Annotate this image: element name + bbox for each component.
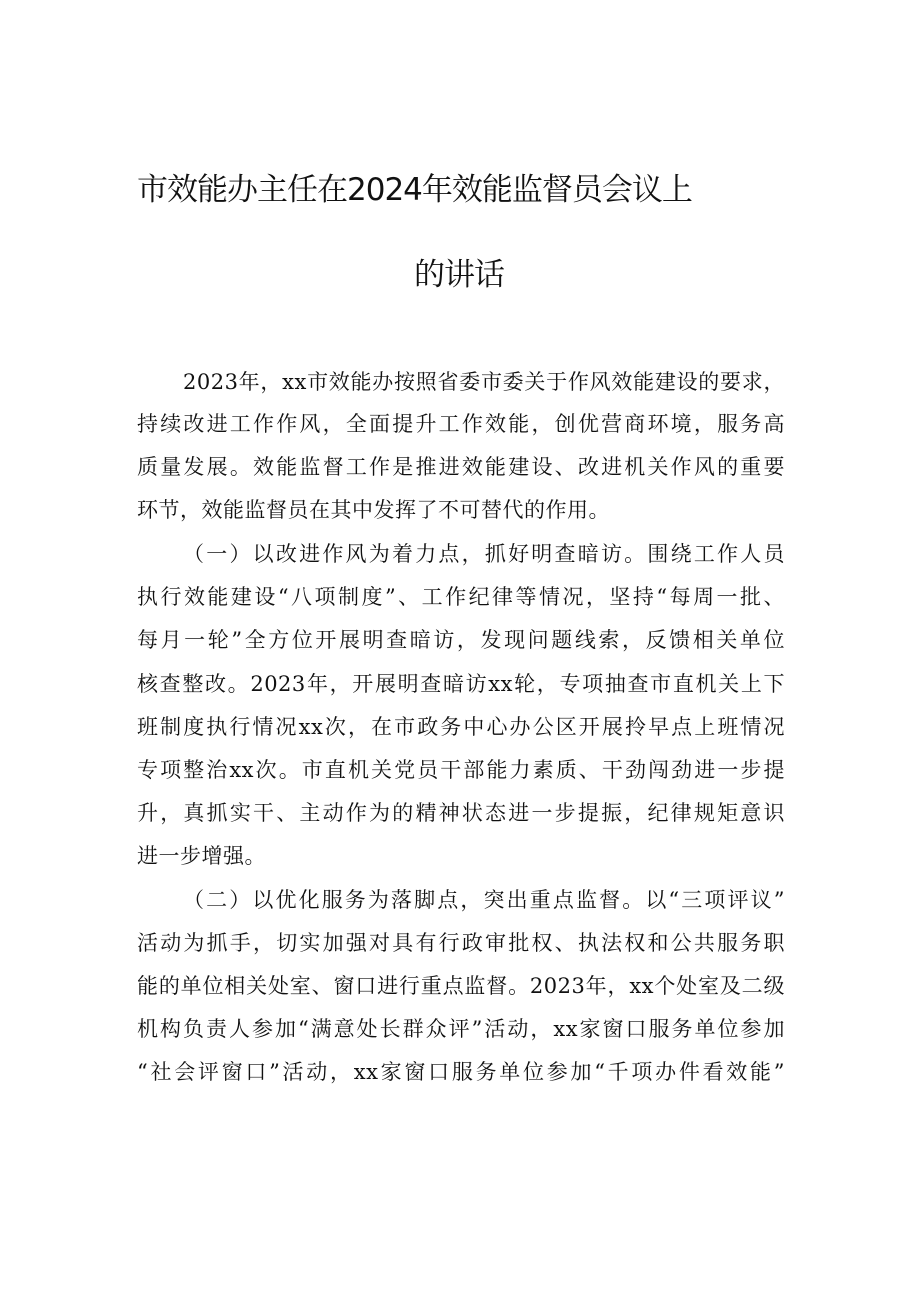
body-line: （一）以改进作风为着力点，抓好明查暗访。围绕工作人员 [183, 542, 785, 566]
body-line: 核查整改。2023年，开展明查暗访xx轮，专项抽查市直机关上下 [137, 672, 785, 696]
body-line: 2023年，xx市效能办按照省委市委关于作风效能建设的要求， [183, 370, 785, 394]
body-line: 每月一轮”全方位开展明查暗访，发现问题线索，反馈相关单位 [137, 628, 785, 652]
body-line: 环节，效能监督员在其中发挥了不可替代的作用。 [137, 498, 610, 522]
body-line: 机构负责人参加“满意处长群众评”活动，xx家窗口服务单位参加 [137, 1017, 785, 1041]
document-title-line-2: 的讲话 [414, 257, 504, 293]
document-title-line-1: 市效能办主任在2024年效能监督员会议上 [137, 172, 692, 208]
body-line: 执行效能建设“八项制度”、工作纪律等情况，坚持“每周一批、 [137, 585, 785, 609]
body-line: 班制度执行情况xx次，在市政务中心办公区开展拎早点上班情况 [137, 715, 785, 739]
body-line: 能的单位相关处室、窗口进行重点监督。2023年，xx个处室及二级 [137, 974, 785, 998]
body-line: 质量发展。效能监督工作是推进效能建设、改进机关作风的重要 [137, 455, 785, 479]
body-line: 进一步增强。 [137, 844, 266, 868]
body-line: （二）以优化服务为落脚点，突出重点监督。以“三项评议” [183, 888, 785, 912]
body-line: 持续改进工作作风，全面提升工作效能，创优营商环境，服务高 [137, 412, 785, 436]
body-line: 专项整治xx次。市直机关党员干部能力素质、干劲闯劲进一步提 [137, 758, 785, 782]
body-line: 活动为抓手，切实加强对具有行政审批权、执法权和公共服务职 [137, 931, 785, 955]
body-line: “社会评窗口”活动，xx家窗口服务单位参加“千项办件看效能” [137, 1060, 785, 1084]
body-line: 升，真抓实干、主动作为的精神状态进一步提振，纪律规矩意识 [137, 801, 785, 825]
